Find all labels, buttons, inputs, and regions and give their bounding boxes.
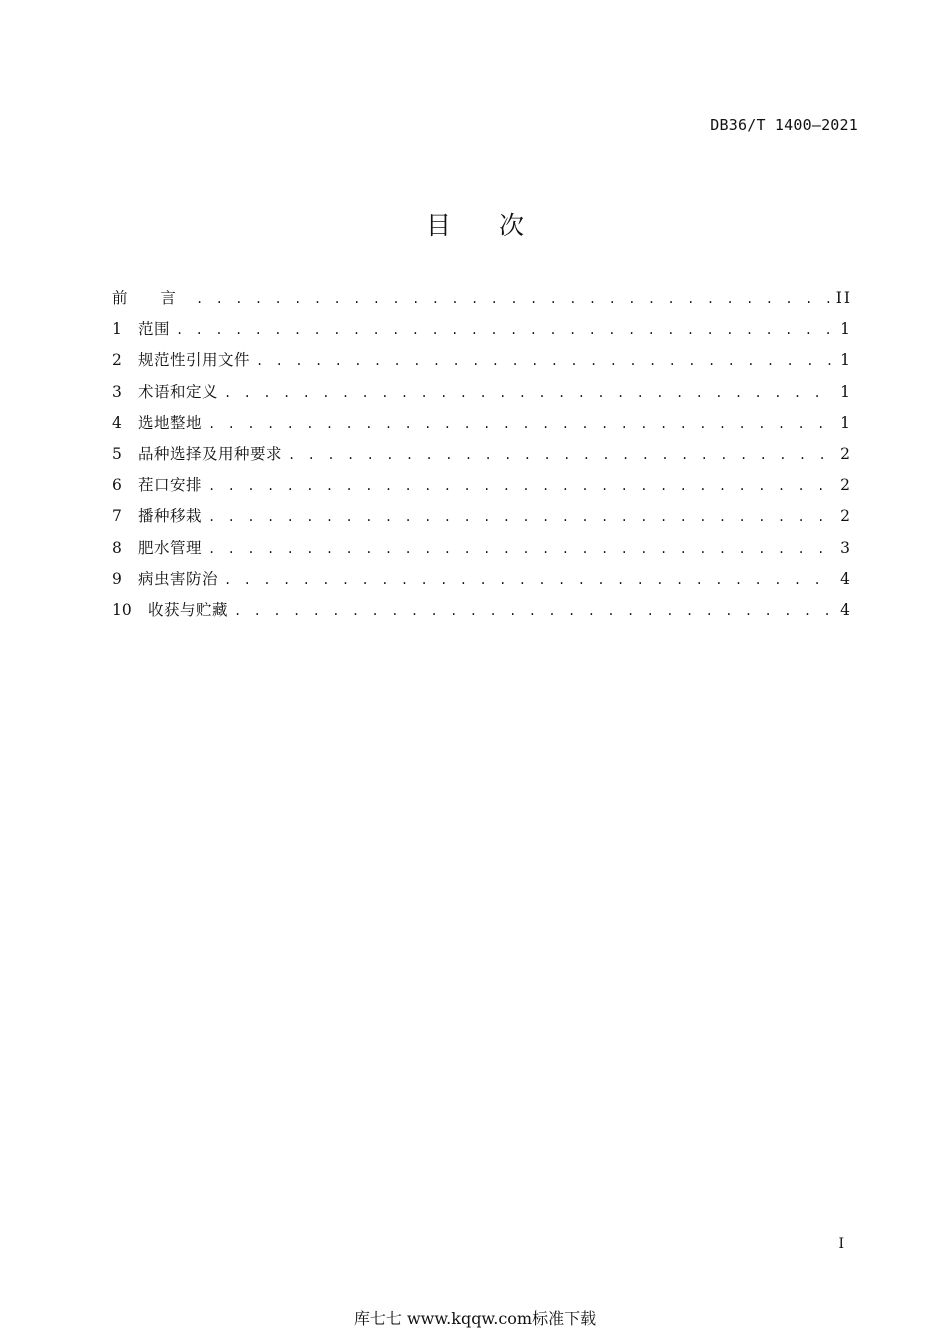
toc-entry-4[interactable] xyxy=(112,411,852,442)
toc-entry-5[interactable] xyxy=(112,442,852,473)
toc-entry-page: II xyxy=(835,289,852,307)
toc-entry-label: 范围 xyxy=(138,320,171,339)
toc-entry-page: 1 xyxy=(840,382,852,401)
toc-entry-page: 2 xyxy=(840,444,852,463)
toc-entry-page: 4 xyxy=(840,569,852,588)
toc-entry-number: 4 xyxy=(112,413,122,432)
toc-leader xyxy=(208,542,832,556)
toc-title-char-1: 目 xyxy=(425,211,451,240)
toc-entry-page: 2 xyxy=(840,476,852,495)
toc-entry-page: 4 xyxy=(840,600,852,619)
toc-entry-label: 前 言 xyxy=(112,289,190,307)
toc-entry-number: 3 xyxy=(112,382,122,401)
toc-entry-1[interactable] xyxy=(112,317,852,348)
toc-entry-foreword[interactable] xyxy=(112,286,852,317)
toc-leader xyxy=(234,604,832,618)
toc-leader xyxy=(208,510,832,524)
toc-entry-6[interactable] xyxy=(112,473,852,504)
toc-entry-number: 10 xyxy=(112,600,132,619)
toc-title-char-2: 次 xyxy=(499,211,525,240)
footer-watermark-text: 库七七 www.kqqw.com标准下载 xyxy=(353,1309,597,1328)
toc-leader xyxy=(208,479,832,493)
toc-leader xyxy=(196,292,830,306)
toc-entry-3[interactable] xyxy=(112,380,852,411)
toc-entry-page: 1 xyxy=(840,413,852,432)
toc-entry-number: 8 xyxy=(112,538,122,557)
toc-entry-number: 5 xyxy=(112,444,122,463)
page-number: I xyxy=(838,1236,844,1252)
toc-entry-label: 病虫害防治 xyxy=(138,569,219,588)
toc-entry-page: 1 xyxy=(840,351,852,370)
toc-entry-number: 2 xyxy=(112,351,122,370)
document-code: DB36/T 1400—2021 xyxy=(710,116,858,134)
toc-entry-label: 茬口安排 xyxy=(138,476,203,495)
toc-entry-number: 9 xyxy=(112,569,122,588)
toc-leader xyxy=(224,386,832,400)
toc-title xyxy=(0,206,950,242)
toc-entry-label: 术语和定义 xyxy=(138,382,219,401)
toc-entry-label: 收获与贮藏 xyxy=(148,600,229,619)
toc-leader xyxy=(288,448,832,462)
toc-entry-label: 肥水管理 xyxy=(138,538,203,557)
toc-leader xyxy=(224,573,832,587)
toc-entry-label: 选地整地 xyxy=(138,413,203,432)
toc-entry-page: 2 xyxy=(840,507,852,526)
toc-entry-2[interactable] xyxy=(112,348,852,379)
toc-entry-10[interactable] xyxy=(112,598,852,629)
toc-entry-number: 1 xyxy=(112,320,122,339)
toc-leader xyxy=(208,417,832,431)
table-of-contents xyxy=(112,286,852,629)
toc-entry-label: 品种选择及用种要求 xyxy=(138,444,283,463)
toc-entry-label: 播种移栽 xyxy=(138,507,203,526)
toc-entry-9[interactable] xyxy=(112,567,852,598)
toc-leader xyxy=(256,354,832,368)
toc-entry-label: 规范性引用文件 xyxy=(138,351,251,370)
toc-entry-page: 3 xyxy=(840,538,852,557)
toc-entry-8[interactable] xyxy=(112,536,852,567)
toc-leader xyxy=(176,323,832,337)
toc-entry-number: 7 xyxy=(112,507,122,526)
toc-entry-number: 6 xyxy=(112,476,122,495)
toc-entry-7[interactable] xyxy=(112,504,852,535)
toc-entry-page: 1 xyxy=(840,320,852,339)
